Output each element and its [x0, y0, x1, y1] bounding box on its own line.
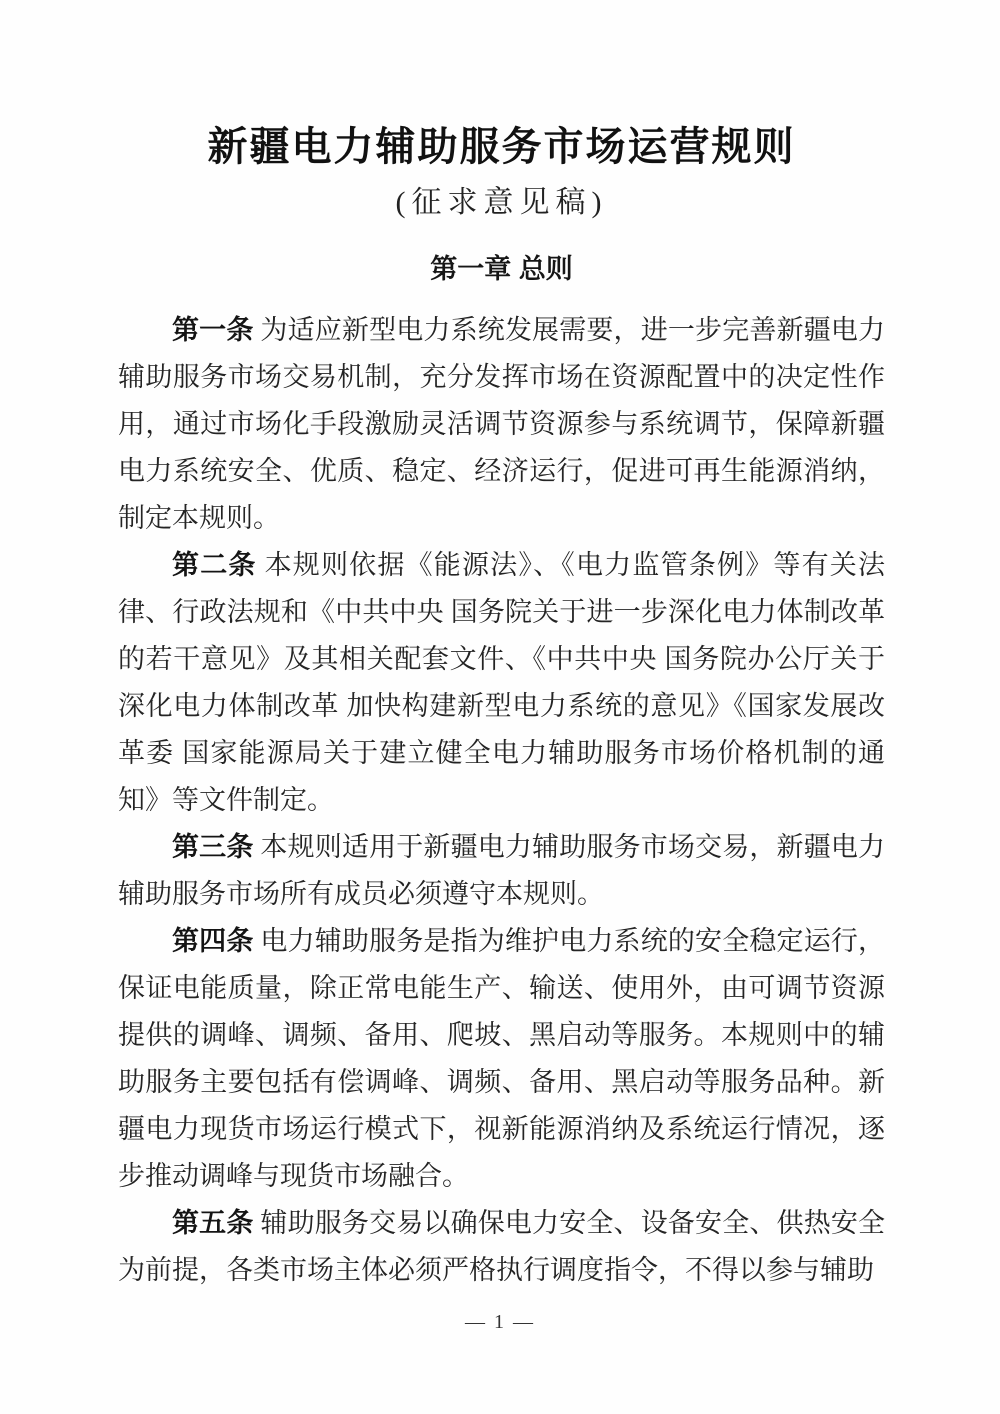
article-text: 辅助服务交易以确保电力安全、设备安全、供热安全为前提，各类市场主体必须严格执行调度指令，不得以参与辅助: [118, 1208, 886, 1285]
article-paragraph: [118, 307, 885, 542]
document-body: [118, 307, 885, 1294]
document-title: 新疆电力辅助服务市场运营规则: [207, 124, 796, 169]
article-paragraph: [118, 918, 885, 1200]
article-label: 第一条: [172, 315, 254, 345]
article-text: 电力辅助服务是指为维护电力系统的安全稳定运行，保证电能质量，除正常电能生产、输送、使用外，由可调节资源提供的调峰、调频、备用、爬坡、黑启动等服务。本规则中的辅助服务主要包括有偿调峰、调频、备用、黑启动等服务品种。新疆电力现货市场运行模式下，视新能源消纳及系统运行情况，逐步推动调峰与现货市场融合。: [118, 926, 886, 1191]
chapter-heading: 第一章 总则: [430, 254, 573, 284]
article-text: 为适应新型电力系统发展需要，进一步完善新疆电力辅助服务市场交易机制，充分发挥市场在资源配置中的决定性作用，通过市场化手段激励灵活调节资源参与系统调节，保障新疆电力系统安全、优质、稳定、经济运行，促进可再生能源消纳，制定本规则。: [118, 315, 886, 533]
article-text: 本规则依据《能源法》、《电力监管条例》等有关法律、行政法规和《中共中央 国务院关于进一步深化电力体制改革的若干意见》及其相关配套文件、《中共中央 国务院办公厅关于深化电力体制改革 加快构建新型电力系统的意见》《国家发展改革委 国家能源局关于建立健全电力辅助服务市场价格机制的通知》等文件制定。: [118, 550, 886, 815]
article-paragraph: [118, 824, 885, 918]
article-paragraph: [118, 1200, 885, 1294]
document-content: [118, 0, 885, 1294]
page-number: — 1 —: [465, 1311, 535, 1333]
article-text: 本规则适用于新疆电力辅助服务市场交易，新疆电力辅助服务市场所有成员必须遵守本规则。: [118, 832, 886, 909]
document-subtitle: (征求意见稿): [395, 186, 608, 219]
article-label: 第三条: [172, 832, 254, 862]
article-label: 第二条: [172, 550, 257, 580]
article-paragraph: [118, 542, 885, 824]
article-label: 第五条: [172, 1208, 254, 1238]
article-label: 第四条: [172, 926, 254, 956]
